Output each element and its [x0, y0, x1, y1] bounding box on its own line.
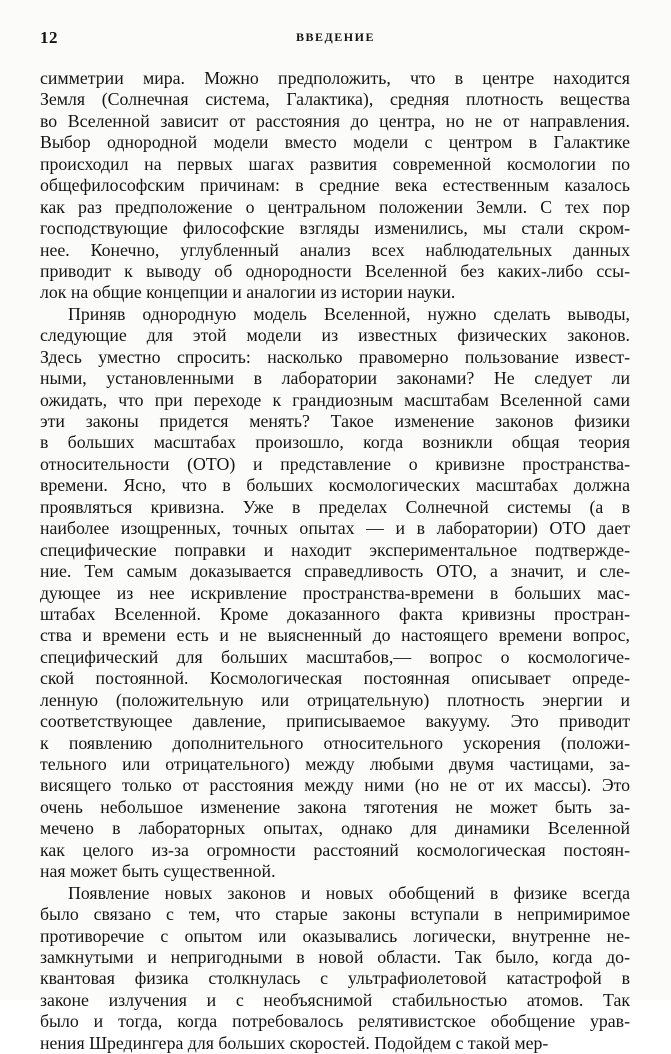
text-line: относительности (ОТО) и представление о кривизне пространства-	[40, 453, 630, 474]
text-line: штабах Вселенной. Кроме доказанного факта кривизны простран-	[40, 603, 630, 624]
text-line: соответствующее давление, приписываемое вакууму. Это приводит	[40, 711, 630, 732]
paragraph	[40, 68, 630, 304]
page-header	[40, 28, 631, 52]
text-line: ожидать, что при переходе к грандиозным масштабам Вселенной сами	[40, 389, 630, 410]
text-line: лок на общие концепции и аналогии из истории науки.	[40, 282, 456, 303]
text-line: к появлению дополнительного относительного ускорения (положи-	[40, 732, 630, 753]
text-line: Появление новых законов и новых обобщений в физике всегда	[68, 882, 630, 903]
text-line: господствующие философские взгляды изменились, мы стали скром-	[40, 218, 630, 239]
text-line: противоречие с опытом или оказывались логически, внутренне не-	[40, 925, 630, 946]
text-line: ства и времени есть и не выясненный до настоящего времени вопрос,	[40, 625, 630, 646]
text-line: висящего только от расстояния между ними (но не от их массы). Это	[40, 775, 630, 796]
text-line: ской постоянной. Космологическая постоянная описывает опреде-	[40, 668, 630, 689]
paragraph	[40, 883, 630, 1054]
body-text	[40, 68, 630, 1054]
text-line: общефилософским причинам: в средние века естественным казалось	[40, 175, 630, 196]
text-line: Приняв однородную модель Вселенной, нужно сделать выводы,	[68, 303, 630, 324]
text-line: происходил на первых шагах развития современной космологии по	[40, 153, 630, 174]
text-line: было и тогда, когда потребовалось релятивистское обобщение урав-	[40, 1011, 630, 1032]
text-line: Выбор однородной модели вместо модели с центром в Галактике	[40, 132, 630, 153]
running-head: ВВЕДЕНИЕ	[296, 30, 375, 44]
text-line: следующие для этой модели из известных физических законов.	[40, 325, 630, 346]
text-line: дующее из нее искривление пространства-времени в больших мас-	[40, 582, 630, 603]
text-line: квантовая физика столкнулась с ультрафиолетовой катастрофой в	[40, 968, 630, 989]
text-line: специфические поправки и находит экспериментальное подтвержде-	[40, 539, 630, 560]
paragraph	[40, 304, 630, 883]
text-line: очень небольшое изменение закона тяготения не может быть за-	[40, 796, 630, 817]
text-line: Земля (Солнечная система, Галактика), средняя плотность вещества	[40, 89, 630, 110]
text-line: замкнутыми и непригодными в новой области. Так было, когда до-	[40, 946, 630, 967]
text-line: специфический для больших масштабов,— вопрос о космологиче-	[40, 646, 630, 667]
text-line: тельного или отрицательного) между любыми двумя частицами, за-	[40, 754, 630, 774]
text-line: эти законы придется менять? Такое изменение законов физики	[40, 411, 630, 431]
text-line: ная может быть существенной.	[40, 861, 276, 882]
text-line: приводит к выводу об однородности Вселенной без каких-либо ссы-	[40, 260, 630, 281]
text-line: мечено в лабораторных опытах, однако для динамики Вселенной	[40, 818, 630, 839]
text-line: ленную (положительную или отрицательную) плотность энергии и	[40, 689, 630, 710]
text-line: времени. Ясно, что в больших космологических масштабах должна	[40, 475, 630, 496]
text-line: наиболее изощренных, точных опытах — и в лаборатории) ОТО дает	[40, 518, 630, 539]
text-line: ние. Тем самым доказывается справедливость ОТО, а значит, и сле-	[40, 561, 630, 582]
text-line: нее. Конечно, углубленный анализ всех наблюдательных данных	[40, 239, 630, 260]
text-line: проявляться кривизна. Уже в пределах Солнечной системы (а в	[40, 496, 630, 517]
text-line: в больших масштабах произошло, когда возникли общая теория	[40, 432, 630, 453]
text-line: Здесь уместно спросить: насколько правомерно пользование извест-	[40, 346, 630, 367]
text-line: симметрии мира. Можно предположить, что в центре находится	[40, 68, 630, 88]
text-line: законе излучения и с необъяснимой стабильностью атомов. Так	[40, 989, 630, 1010]
text-line: было связано с тем, что старые законы вступали в непримиримое	[40, 904, 630, 925]
text-line: ными, установленными в лаборатории законами? Не следует ли	[40, 368, 630, 389]
page-number: 12	[40, 28, 58, 47]
text-line: как целого из-за огромности расстояний космологическая постоян-	[40, 839, 630, 860]
text-line: нения Шредингера для больших скоростей. Подойдем с такой мер-	[40, 1032, 549, 1053]
text-line: как раз предположение о центральном положении Земли. С тех пор	[40, 196, 630, 217]
text-line: во Вселенной зависит от расстояния до центра, но не от направления.	[40, 110, 630, 131]
